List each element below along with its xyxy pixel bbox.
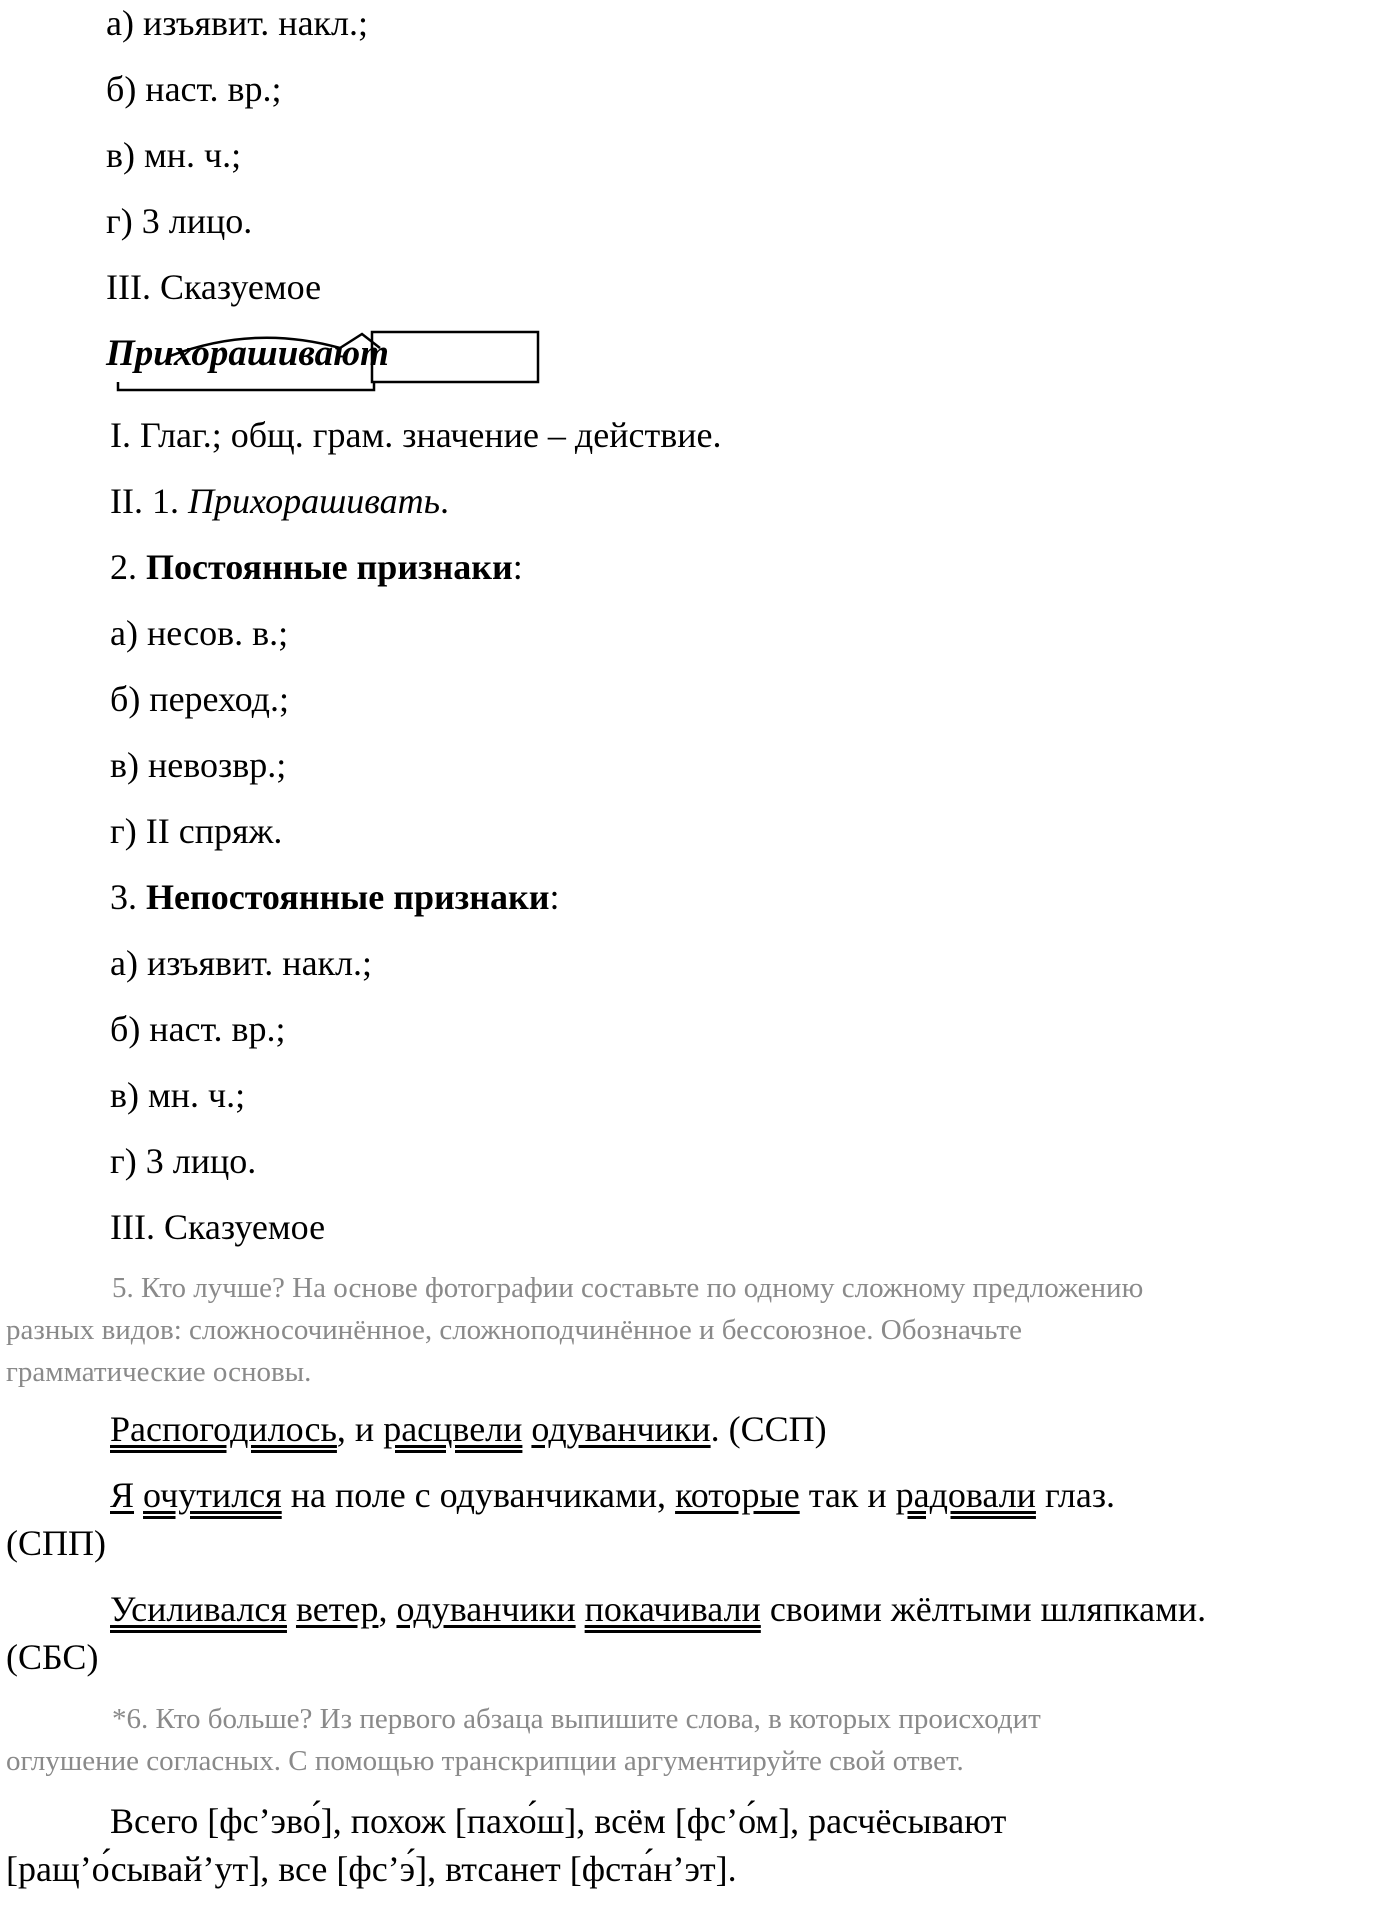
task5-line1: 5. Кто лучше? На основе фотографии составьте по одному сложному предложению <box>112 1272 1144 1304</box>
feature-b: б) наст. вр.; <box>106 69 282 109</box>
subject: ветер <box>295 1589 379 1629</box>
constant-b: б) переход.; <box>110 679 289 719</box>
analyzed-word: Прихорашивают <box>106 333 389 374</box>
predicate: очутился <box>143 1475 282 1515</box>
task5-line2: разных видов: сложносочинённое, сложноподчинённое и бессоюзное. Обозначьте <box>6 1314 1022 1346</box>
answer6-line2: [ращ’о́сывай’ут], все [фс’э́], втсанет [фста́н’эт]. <box>6 1849 737 1889</box>
nonconstant-features-heading <box>110 876 560 918</box>
constant-colon: : <box>512 547 523 587</box>
text: глаз. <box>1035 1475 1116 1515</box>
task6-line1: *6. Кто больше? Из первого абзаца выпишите слова, в которых происходит <box>112 1703 1041 1735</box>
syntactic-role: III. Сказуемое <box>106 267 322 307</box>
nonconstant-a: а) изъявит. накл.; <box>110 943 373 983</box>
subject: одуванчики <box>531 1409 711 1449</box>
text: на поле с одуванчиками, <box>281 1475 676 1515</box>
feature-a: а) изъявит. накл.; <box>106 3 369 43</box>
initial-form-line <box>110 480 449 522</box>
nonconstant-num: 3. <box>110 877 146 917</box>
predicate: радовали <box>895 1475 1036 1515</box>
sentence-complex-tag: (СПП) <box>6 1523 106 1563</box>
text <box>576 1589 585 1629</box>
initial-form: Прихорашивать <box>187 481 441 521</box>
initial-form-suffix: . <box>440 481 450 521</box>
text: своими жёлтыми шляпками. <box>760 1589 1207 1629</box>
task5-line3: грамматические основы. <box>6 1356 312 1388</box>
text: . (ССП) <box>710 1409 827 1449</box>
initial-form-prefix: II. 1. <box>110 481 188 521</box>
nonconstant-colon: : <box>549 877 560 917</box>
nonconstant-g: г) 3 лицо. <box>110 1141 257 1181</box>
morpheme-word <box>104 318 544 408</box>
subject: одуванчики <box>396 1589 576 1629</box>
sentence-asyndetic-tag: (СБС) <box>6 1637 99 1677</box>
subject: которые <box>675 1475 800 1515</box>
subject: Я <box>110 1475 135 1515</box>
text: так и <box>799 1475 896 1515</box>
predicate: Усиливался <box>110 1589 287 1629</box>
predicate: покачивали <box>584 1589 761 1629</box>
syntactic-role-2: III. Сказуемое <box>110 1207 326 1247</box>
sentence-asyndetic <box>110 1588 1206 1630</box>
constant-a: а) несов. в.; <box>110 613 289 653</box>
constant-num: 2. <box>110 547 146 587</box>
text: , и <box>336 1409 384 1449</box>
predicate: Распогодилось <box>110 1409 337 1449</box>
feature-g: г) 3 лицо. <box>106 201 253 241</box>
feature-v: в) мн. ч.; <box>106 135 242 175</box>
constant-title: Постоянные признаки <box>146 547 513 587</box>
constant-features-heading <box>110 546 523 588</box>
text <box>134 1475 143 1515</box>
nonconstant-b: б) наст. вр.; <box>110 1009 286 1049</box>
sentence-compound <box>110 1408 827 1450</box>
nonconstant-v: в) мн. ч.; <box>110 1075 246 1115</box>
constant-g: г) II спряж. <box>110 811 283 851</box>
predicate: расцвели <box>383 1409 523 1449</box>
nonconstant-title: Непостоянные признаки <box>146 877 550 917</box>
task6-line2: оглушение согласных. С помощью транскрипции аргументируйте свой ответ. <box>6 1745 964 1777</box>
text <box>287 1589 296 1629</box>
answer6-line1: Всего [фс’эво́], похож [пахо́ш], всём [фс’о́м], расчёсывают <box>110 1801 1007 1841</box>
pos-line: I. Глаг.; общ. грам. значение – действие. <box>110 415 722 455</box>
sentence-complex <box>110 1474 1115 1516</box>
constant-v: в) невозвр.; <box>110 745 287 785</box>
text: , <box>378 1589 397 1629</box>
